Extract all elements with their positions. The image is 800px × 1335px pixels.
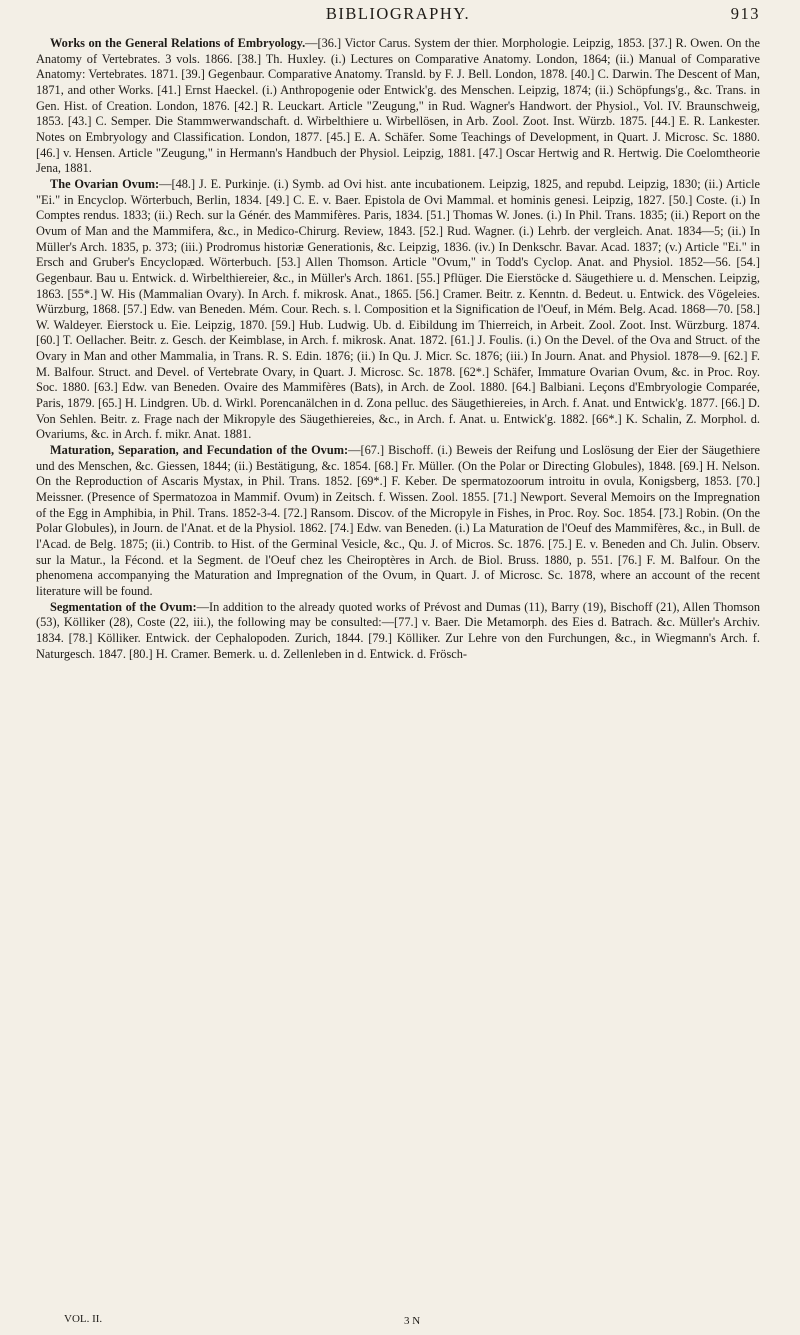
volume-label: VOL. II. — [64, 1313, 103, 1325]
section-segmentation — [36, 600, 760, 663]
signature-mark: 3 N — [404, 1315, 421, 1327]
page-number: 913 — [730, 4, 760, 23]
running-title: BIBLIOGRAPHY. — [325, 4, 471, 23]
section-maturation — [36, 443, 760, 600]
section-text: —[36.] Victor Carus. System der thier. Morphologie. Leipzig, 1853. [37.] R. Owen. On the Anatomy of Vertebrates. 3 vols. 1866. [38.] Th. Huxley. (i.) Lectures on Comparative Anatomy. London, 1864; (ii.) Manual of Comparative Anatomy: Vertebrates. 1871. [39.] Gegenbaur. Comparative Anatomy. Transld. by F. J. Bell. London, 1878. [40.] C. Darwin. The Descent of Man, 1871, and other Works. [41.] Ernst Haeckel. (i.) Anthropogenie oder Entwick'g. des Menschen. Leipzig, 1874; (ii.) Schöpfungs'g., &c. Trans. in Gen. Hist. of Creation. London, 1876. [42.] R. Leuckart. Article "Zeugung," in Rud. Wagner's Handwort. der Physiol., Vol. IV. Braunschweig, 1853. [43.] C. Semper. Die Stammwerwandschaft. d. Wirbelthiere u. Wirbellösen, in Arb. Zool. Zoot. Inst. Würzb. 1875. [44.] E. R. Lankester. Notes on Embryology and Classification. London, 1877. [45.] E. A. Schäfer. Some Teachings of Development, in Quart. J. Microsc. Sc. 1880. [46.] v. Hensen. Article "Zeugung," in Hermann's Handbuch der Physiol. Leipzig, 1881. [47.] Oscar Hertwig and R. Hertwig. Die Coelomtheorie Jena, 1881. — [36, 36, 760, 176]
running-head — [36, 4, 760, 28]
section-text: —[48.] J. E. Purkinje. (i.) Symb. ad Ovi hist. ante incubationem. Leipzig, 1825, and repubd. Leipzig, 1830; (ii.) Article "Ei." in Encyclop. Wörterbuch, Berlin, 1834. [49.] C. E. v. Baer. Epistola de Ovi Mammal. et hominis genesi. Leipzig, 1827. [50.] Coste. (i.) In Comptes rendus. 1833; (ii.) Rech. sur la Génér. des Mammifères. Paris, 1834. [51.] Thomas W. Jones. (i.) In Phil. Trans. 1835; (ii.) Report on the Ovum of Man and the Mammifera, &c., in Medico-Chirurg. Review, 1843. [52.] Rud. Wagner. (i.) Lehrb. der vergleich. Anat. 1834—5; (ii.) In Müller's Arch. 1835, p. 373; (iii.) Prodromus historiæ Generationis, &c. Leipzig, 1836. (iv.) In Denkschr. Bavar. Acad. 1837; (v.) Article "Ei." in Ersch and Gruber's Encyclopæd. Wörterbuch. [53.] Allen Thomson. Article "Ovum," in Todd's Cyclop. Anat. and Physiol. 1852—56. [54.] Gegenbaur. Bau u. Entwick. d. Wirbelthiereier, &c., in Müller's Arch. 1861. [55.] Pflüger. Die Eierstöcke d. Säugethiere u. d. Menschen. Leipzig, 1863. [55*.] W. His (Mammalian Ovary). In Arch. f. mikrosk. Anat., 1865. [56.] Cramer. Beitr. z. Kenntn. d. Bedeut. u. Entwick. des Vögeleies. Würzburg, 1868. [57.] Edw. van Beneden. Mém. Cour. Rech. s. l. Composition et la Signification de l'Oeuf, in Mém. Belg. Acad. 1868—70. [58.] W. Waldeyer. Eierstock u. Eie. Leipzig, 1870. [59.] Hub. Ludwig. Ub. d. Eibildung im Thierreich, in Arbeit. Zool. Zoot. Inst. Würzburg. 1874. [60.] T. Oellacher. Beitr. z. Gesch. der Keimblase, in Arch. f. mikrosk. Anat. 1872. [61.] J. Foulis. (i.) On the Devel. of the Ova and Struct. of the Ovary in Man and other Mammalia, in Trans. R. S. Edin. 1876; (ii.) In Qu. J. Micr. Sc. 1876; (iii.) In Journ. Anat. and Physiol. 1878—9. [62.] F. M. Balfour. Struct. and Devel. of Vertebrate Ovary, in Quart. J. Microsc. Sc. 1878. [62*.] Schäfer, Immature Ovarian Ovum, &c. in Proc. Roy. Soc. 1880. [63.] Edw. van Beneden. Ovaire des Mammifères (Bats), in Arch. de Zool. 1880. [64.] Balbiani. Leçons d'Embryologie Comparée, Paris, 1879. [65.] H. Lindgren. Ub. d. Wirkl. Porencanälchen in d. Zona pelluc. des Säugethiereies, in Arch. f. Anat. und Entwick'g. 1877. [66.] D. Von Sehlen. Beitr. z. Frage nach der Mikropyle des Säugethiereies, &c., in Arch. f. Anat. u. Entwick'g. 1882. [66*.] K. Schalin, Z. Morphol. d. Ovariums, &c. in Arch. f. mikr. Anat. 1881. — [36, 176, 760, 442]
section-general-relations — [36, 36, 760, 177]
section-heading: Works on the General Relations of Embryology. — [50, 36, 306, 50]
bibliography-body — [36, 36, 760, 662]
section-heading: Segmentation of the Ovum: — [50, 599, 197, 614]
section-ovarian-ovum — [36, 177, 760, 443]
section-heading: Maturation, Separation, and Fecundation of the Ovum: — [50, 443, 349, 458]
section-text: —In addition to the already quoted works of Prévost and Dumas (11), Barry (19), Bischoff (21), Allen Thomson (53), Kölliker (28), Coste (22, iii.), the following may be consulted:—[77.] v. Baer. Die Metamorph. des Eies d. Batrach. &c. Müller's Archiv. 1834. [78.] Kölliker. Entwick. der Cephalopoden. Zurich, 1844. [79.] Kölliker. Zur Lehre von den Furchungen, &c., in Wiegmann's Arch. f. Naturgesch. 1847. [80.] H. Cramer. Bemerk. u. d. Zellenleben in d. Entwick. d. Frösch- — [36, 599, 760, 661]
section-heading: The Ovarian Ovum: — [50, 176, 160, 191]
section-text: —[67.] Bischoff. (i.) Beweis der Reifung und Loslösung der Eier der Säugethiere und des Menschen, &c. Giessen, 1844; (ii.) Bestätigung, &c. 1854. [68.] Fr. Müller. (On the Polar or Directing Globules), 1848. [69.] H. Nelson. On the Reproduction of Ascaris Mystax, in Phil. Trans. 1852. [69*.] F. Keber. De spermatozoorum introitu in ovula, Konigsberg, 1853. [70.] Meissner. (Presence of Spermatozoa in Mammif. Ovum) in Zeitsch. f. Wissen. Zool. 1855. [71.] Newport. Several Memoirs on the Impregnation of the Egg in Amphibia, in Phil. Trans. 1852-3-4. [72.] Ransom. Discov. of the Micropyle in Fishes, in Proc. Roy. Soc. 1854. [73.] Robin. (On the Polar Globules), in Journ. de l'Anat. et de la Physiol. 1862. [74.] Edw. van Beneden. (i.) La Maturation de l'Oeuf des Mammifères, &c., in Bull. de l'Acad. de Belg. 1875; (ii.) Contrib. to Hist. of the Germinal Vesicle, &c., Qu. J. of Micros. Sc. 1876. [75.] E. v. Beneden and Ch. Julin. Observ. sur la Matur., la Fécond. et la Segment. de l'Oeuf chez les Cheiroptères in Arch. de Biol. Bruss. 1880, p. 551. [76.] F. M. Balfour. On the phenomena accompanying the Maturation and Impregnation of the Ovum, in Quart. J. of Microsc. Sc. 1878, where an account of the recent literature will be found. — [36, 443, 760, 598]
sheet-mark — [64, 1313, 760, 1329]
